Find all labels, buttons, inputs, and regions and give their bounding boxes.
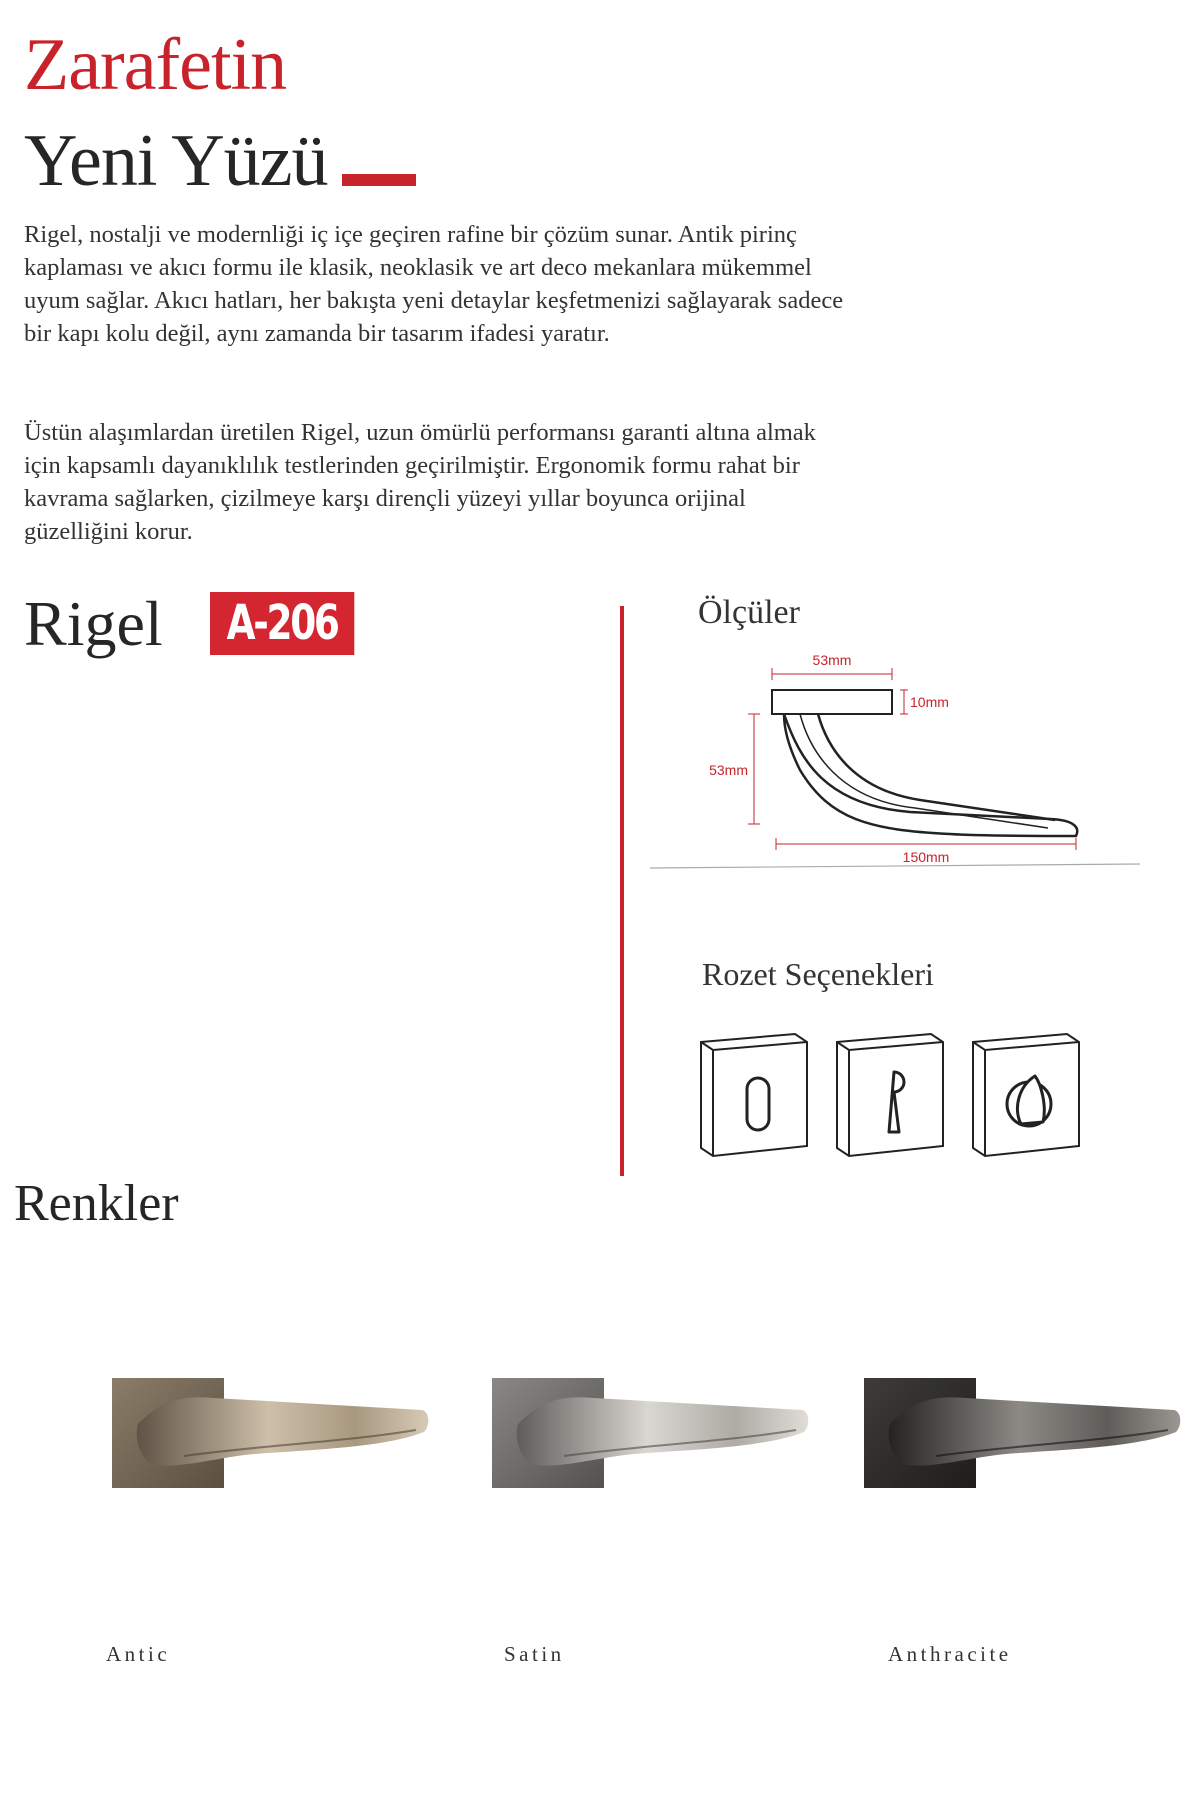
product-code-badge: [210, 592, 354, 655]
lever-body: [517, 1397, 809, 1465]
page-title-line1: Zarafetin: [24, 24, 287, 106]
keyhole-rosette-icon: [837, 1034, 943, 1156]
product-name: Rigel: [24, 588, 163, 659]
handle-swatch-antic[interactable]: [104, 1358, 434, 1518]
vertical-divider: [620, 606, 624, 1176]
dim-lever-length: 150mm: [902, 849, 950, 865]
dimension-drawing: [650, 640, 1150, 870]
title-accent-bar: [342, 174, 416, 186]
handle-swatch-anthracite[interactable]: [856, 1358, 1186, 1518]
drawing-baseline: [650, 864, 1140, 868]
colors-title: Renkler: [14, 1175, 179, 1232]
color-label-antic: Antic: [106, 1642, 171, 1666]
rose-outline: [772, 690, 892, 714]
rosette-options: [695, 1028, 1095, 1168]
page-title-line2: Yeni Yüzü: [24, 120, 328, 202]
blank-rosette-icon: [701, 1034, 807, 1156]
dim-rose-width: 53mm: [812, 652, 852, 668]
color-label-anthracite: Anthracite: [888, 1642, 1012, 1666]
lever-body: [889, 1397, 1181, 1465]
handle-swatch-satin[interactable]: [484, 1358, 814, 1518]
product-code: A-206: [226, 595, 338, 651]
color-label-satin: Satin: [504, 1642, 565, 1666]
rosette-options-title: Rozet Seçenekleri: [702, 956, 934, 992]
dim-rose-thickness: 10mm: [910, 694, 949, 710]
dim-projection: 53mm: [709, 762, 748, 778]
dimensions-title: Ölçüler: [698, 594, 800, 631]
description-paragraph-2: Üstün alaşımlardan üretilen Rigel, uzun ömürlü performansı garanti altına almak için kapsamlı dayanıklılık testlerinden geçirilmiştir. Ergonomik formu rahat bir kavrama sağlarken, çizilmeye karşı dirençli yüzeyi yıllar boyunca orijinal güzelliğini korur.: [24, 419, 816, 545]
lever-body: [137, 1397, 429, 1465]
description-paragraph-1: Rigel, nostalji ve modernliği iç içe geçiren rafine bir çözüm sunar. Antik pirinç kaplaması ve akıcı formu ile klasik, neoklasik ve art deco mekanlara mükemmel uyum sağlar. Akıcı hatları, her bakışta yeni detaylar keşfetmenizi sağlayarak sadece bir kapı kolu değil, aynı zamanda bir tasarım ifadesi yaratır.: [24, 221, 844, 347]
wc-turn-rosette-icon: [973, 1034, 1079, 1156]
